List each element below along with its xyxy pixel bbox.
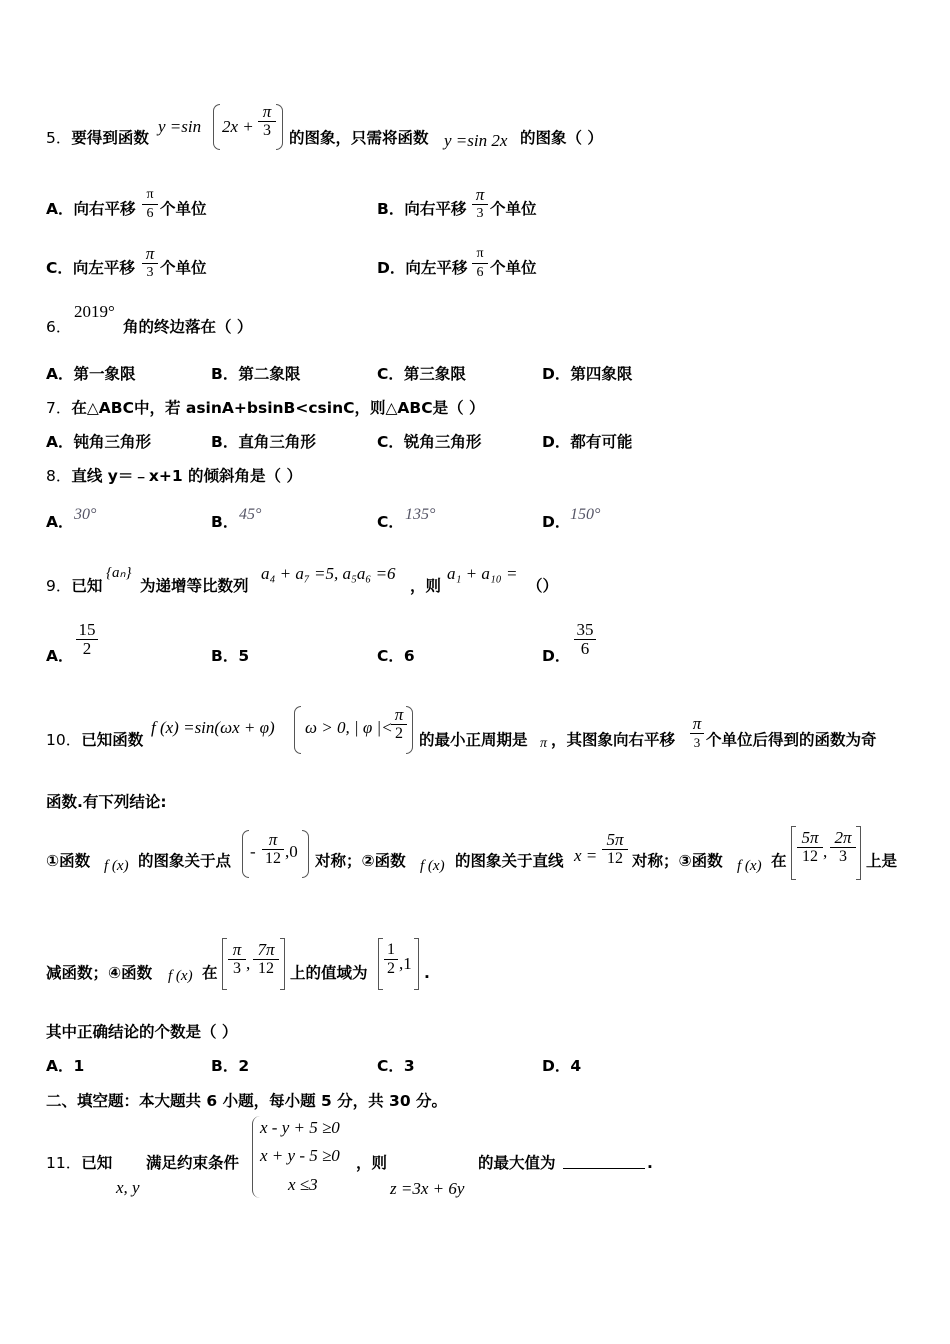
q5-paren-left xyxy=(213,104,220,150)
q10-c2-c: 对称；③函数 xyxy=(632,852,723,870)
q11-text-2: 满足约束条件 xyxy=(146,1154,240,1172)
q10-text-4: 个单位后得到的函数为奇 xyxy=(706,731,877,749)
q10-c1-end: ,0 xyxy=(285,842,298,861)
q10-c4-comma: , xyxy=(246,954,251,973)
q10-text-1: 已知函数 xyxy=(81,731,144,749)
q11-text-1: 已知 xyxy=(81,1154,113,1172)
q5-paren-right xyxy=(276,104,283,150)
q10-condition: ω > 0, | φ |< xyxy=(305,718,393,737)
q10-c2-frac: 5π 12 xyxy=(602,832,628,867)
q9-option-a[interactable]: A． xyxy=(46,647,74,665)
q10-c3-bracket-left xyxy=(791,826,796,880)
q10-c2-x: x = xyxy=(574,846,598,865)
q10-line-2: 函数.有下列结论: xyxy=(46,793,167,811)
q10-condition-frac: π 2 xyxy=(391,707,407,742)
q5-func1-b: 2x + xyxy=(222,117,254,136)
q5-option-d[interactable]: D．向左平移 xyxy=(377,259,468,277)
q10-fx-4: f (x) xyxy=(168,968,193,984)
q8-line xyxy=(46,466,302,486)
q10-c4-frac-a: π 3 xyxy=(228,942,246,977)
q5-option-b[interactable]: B．向右平移 xyxy=(377,200,467,218)
q5-option-a[interactable]: A．向右平移 xyxy=(46,200,136,218)
q10-c4-c: 上的值域为 xyxy=(290,964,368,982)
q5-option-a-suffix: 个单位 xyxy=(160,200,207,218)
q5-option-c-suffix: 个单位 xyxy=(160,259,207,277)
q11-constraint-2: x + y - 5 ≥0 xyxy=(260,1146,340,1165)
q10-c1-paren-left xyxy=(242,830,249,878)
q9-option-d-frac: 35 6 xyxy=(574,622,596,657)
q7-option-c[interactable]: C．锐角三角形 xyxy=(377,433,482,451)
q6-option-c[interactable]: C．第三象限 xyxy=(377,365,466,383)
q10-c4-bracket-right xyxy=(280,938,285,990)
section-2-heading: 二、填空题：本大题共 6 小题，每小题 5 分，共 30 分。 xyxy=(46,1092,448,1110)
q10-shift-frac: π 3 xyxy=(690,716,704,751)
q5-text-2: 的图象，只需将函数 xyxy=(289,129,429,147)
q6-text: 角的终边落在（ ） xyxy=(123,318,253,336)
q11-constraint-1: x - y + 5 ≥0 xyxy=(260,1118,340,1137)
q10-c4-range-right xyxy=(414,938,419,990)
q10-text-2: 的最小正周期是 xyxy=(419,731,528,749)
q10-c3-bracket-right xyxy=(856,826,861,880)
q9-text-4: （） xyxy=(527,577,559,595)
q7-text: 在△ABC中，若 asinA+bsinB<csinC，则△ABC是（ ） xyxy=(71,399,485,417)
q10-option-d[interactable]: D．4 xyxy=(542,1057,582,1075)
q9-option-c[interactable]: C．6 xyxy=(377,647,415,665)
q10-question: 其中正确结论的个数是（ ） xyxy=(46,1023,238,1041)
q10-fx-2: f (x) xyxy=(420,858,445,874)
q10-fx-3: f (x) xyxy=(737,858,762,874)
q8-option-d[interactable]: D． xyxy=(542,513,571,531)
q9-option-d[interactable]: D． xyxy=(542,647,571,665)
q10-c3-frac-b: 2π 3 xyxy=(830,830,856,865)
q8-option-d-value: 150° xyxy=(570,506,601,523)
q11-constraint-3: x ≤3 xyxy=(288,1175,318,1194)
q6-number: 6． xyxy=(46,318,72,336)
q11-text-3: ，则 xyxy=(356,1154,388,1172)
q6-option-d[interactable]: D．第四象限 xyxy=(542,365,633,383)
q10-c1-c: 对称；②函数 xyxy=(315,852,406,870)
q11-answer-blank[interactable] xyxy=(563,1154,645,1173)
q5-option-b-frac: π 3 xyxy=(472,187,488,222)
q10-conclusion-2: 减函数；④函数 xyxy=(46,964,153,982)
q5-func2: y =sin 2x xyxy=(444,131,508,150)
q7-option-d[interactable]: D．都有可能 xyxy=(542,433,633,451)
q9-option-a-frac: 15 2 xyxy=(76,622,98,657)
q10-text-3: ，其图象向右平移 xyxy=(551,731,676,749)
q8-option-a-value: 30° xyxy=(74,506,97,523)
q9-condition: a₄ + a₇ =5, a₅a₆ =6 xyxy=(261,564,396,583)
q10-c1-neg: - xyxy=(250,842,256,861)
q10-c2-text: 的图象关于直线 xyxy=(455,852,564,870)
q8-number: 8． xyxy=(46,467,72,485)
q10-paren-left xyxy=(294,706,301,754)
q7-option-a[interactable]: A．钝角三角形 xyxy=(46,433,151,451)
q9-number: 9． xyxy=(46,577,72,595)
q10-line xyxy=(46,730,143,750)
q10-c4-range-frac: 1 2 xyxy=(384,942,398,977)
q5-text-3: 的图象（ ） xyxy=(520,129,603,147)
q5-option-d-suffix: 个单位 xyxy=(490,259,537,277)
q5-number: 5． xyxy=(46,129,72,147)
q10-c4-text: 在 xyxy=(202,964,218,982)
q10-option-a[interactable]: A．1 xyxy=(46,1057,85,1075)
q8-text: 直线 y＝﹣x+1 的倾斜角是（ ） xyxy=(71,467,302,485)
q9-line xyxy=(46,576,102,596)
q9-sequence: {aₙ} xyxy=(106,565,132,581)
q11-objective: z =3x + 6y xyxy=(390,1179,465,1198)
q10-c4-range-end: ,1 xyxy=(399,954,412,973)
q10-fx-1: f (x) xyxy=(104,858,129,874)
q6-option-a[interactable]: A．第一象限 xyxy=(46,365,136,383)
q10-c1-paren-right xyxy=(302,830,309,878)
q6-line xyxy=(46,317,71,337)
q9-option-b[interactable]: B．5 xyxy=(211,647,250,665)
q10-conclusion-1: ①函数 xyxy=(46,852,91,870)
q10-c3-comma: , xyxy=(823,842,828,861)
q10-option-b[interactable]: B．2 xyxy=(211,1057,250,1075)
q8-option-c-value: 135° xyxy=(405,506,436,523)
q9-expression: a₁ + a₁₀ = xyxy=(447,564,518,583)
q5-option-a-frac: π 6 xyxy=(142,187,158,222)
q10-c4-end: . xyxy=(424,964,430,982)
q10-paren-right xyxy=(406,706,413,754)
q10-c3-c: 上是 xyxy=(866,852,898,870)
q11-vars: x, y xyxy=(116,1178,140,1197)
q10-period: π xyxy=(540,736,548,751)
q8-option-c[interactable]: C． xyxy=(377,513,404,531)
q10-c3-text: 在 xyxy=(771,852,787,870)
q10-c3-frac-a: 5π 12 xyxy=(797,830,823,865)
q10-number: 10． xyxy=(46,731,82,749)
q5-line xyxy=(46,128,149,148)
q10-c4-frac-b: 7π 12 xyxy=(253,942,279,977)
q10-c4-range-left xyxy=(378,938,383,990)
q10-c1-text: 的图象关于点 xyxy=(138,852,232,870)
q11-text-4: 的最大值为 xyxy=(478,1154,556,1172)
q6-option-b[interactable]: B．第二象限 xyxy=(211,365,301,383)
q5-option-c-frac: π 3 xyxy=(142,246,158,281)
q11-end: . xyxy=(647,1154,653,1172)
q8-option-a[interactable]: A． xyxy=(46,513,74,531)
q9-text-3: ，则 xyxy=(410,577,442,595)
q8-option-b-value: 45° xyxy=(239,506,262,523)
q8-option-b[interactable]: B． xyxy=(211,513,239,531)
q6-angle: 2019° xyxy=(74,302,115,321)
q10-c1-frac: π 12 xyxy=(262,832,284,867)
q10-function: f (x) =sin(ωx + φ) xyxy=(151,718,275,737)
q11-line xyxy=(46,1153,112,1173)
q10-c4-bracket-left xyxy=(222,938,227,990)
q5-option-b-suffix: 个单位 xyxy=(490,200,537,218)
q11-number: 11． xyxy=(46,1154,82,1172)
q5-func1-a: y =sin xyxy=(158,117,202,136)
q5-option-c[interactable]: C．向左平移 xyxy=(46,259,135,277)
q5-func1-frac: π 3 xyxy=(258,104,276,139)
q7-line xyxy=(46,398,485,418)
q5-option-d-frac: π 6 xyxy=(472,246,488,281)
q10-option-c[interactable]: C．3 xyxy=(377,1057,415,1075)
q5-text-1: 要得到函数 xyxy=(71,129,149,147)
q7-option-b[interactable]: B．直角三角形 xyxy=(211,433,316,451)
q7-number: 7． xyxy=(46,399,72,417)
q9-text-1: 已知 xyxy=(71,577,103,595)
q9-text-2: 为递增等比数列 xyxy=(140,577,249,595)
